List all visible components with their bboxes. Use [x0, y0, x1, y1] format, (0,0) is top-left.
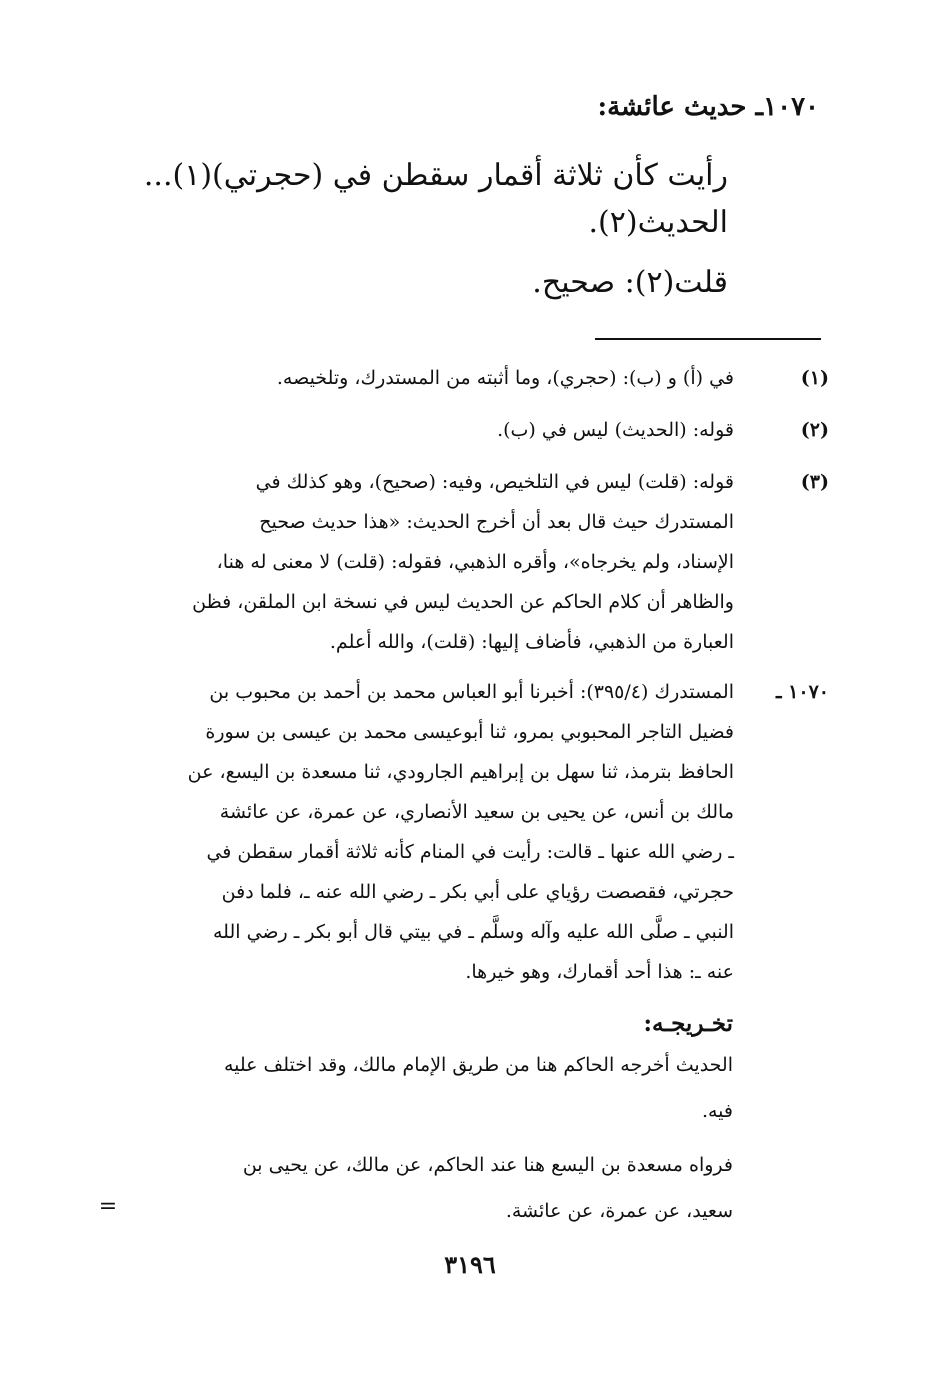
footnote-line: المستدرك حيث قال بعد أن أخرج الحديث: «هذا حديث صحيح	[259, 511, 734, 533]
hadith-text	[128, 152, 728, 246]
source-note-line: النبي ـ صلَّى الله عليه وآله وسلَّم ـ في بيتي قال أبو بكر ـ رضي الله	[213, 921, 734, 943]
footnote-number: (٣)	[800, 471, 829, 493]
footnote-line: قوله: (قلت) ليس في التلخيص، وفيه: (صحيح)، وهو كذلك في	[255, 471, 734, 493]
takhrij-paragraph-1	[113, 1042, 733, 1134]
footnote-line: والظاهر أن كلام الحاكم عن الحديث ليس في نسخة ابن الملقن، فظن	[192, 591, 734, 613]
source-note-body	[114, 672, 734, 992]
source-note-line: مالك بن أنس، عن يحيى بن سعيد الأنصاري، عن عمرة، عن عائشة	[219, 801, 734, 823]
takhrij-line: سعيد، عن عمرة، عن عائشة.	[505, 1200, 733, 1222]
hadith-verdict: قلت(٢): صحيح.	[532, 265, 728, 300]
page-number: ٣١٩٦	[444, 1250, 496, 1279]
footnote-line: العبارة من الذهبي، فأضاف إليها: (قلت)، والله أعلم.	[329, 631, 734, 653]
source-note-line: عنه ـ: هذا أحد أقمارك، وهو خيرها.	[465, 961, 734, 983]
takhrij-line: فيه.	[701, 1100, 733, 1122]
takhrij-paragraph-2	[113, 1142, 733, 1234]
source-note-line: فضيل التاجر المحبوبي بمرو، ثنا أبوعيسى محمد بن عيسى بن سورة	[205, 721, 734, 743]
footnote-line: قوله: (الحديث) ليس في (ب).	[497, 419, 734, 441]
takhrij-line: الحديث أخرجه الحاكم هنا من طريق الإمام مالك، وقد اختلف عليه	[223, 1054, 733, 1076]
source-note-line: ـ رضي الله عنها ـ قالت: رأيت في المنام كأنه ثلاثة أقمار سقطن في	[206, 841, 734, 863]
takhrij-heading: تخـريجـه:	[643, 1010, 733, 1037]
footnote-line: في (أ) و (ب): (حجري)، وما أثبته من المستدرك، وتلخيصه.	[276, 367, 734, 389]
footnote-number: (٢)	[800, 419, 829, 441]
hadith-title: ١٠٧٠ـ حديث عائشة:	[597, 92, 819, 122]
footnote-body	[114, 410, 734, 450]
takhrij-line: فرواه مسعدة بن اليسع هنا عند الحاكم، عن مالك، عن يحيى بن	[242, 1154, 733, 1176]
footnote-line: الإسناد، ولم يخرجاه»، وأقره الذهبي، فقوله: (قلت) لا معنى له هنا،	[216, 551, 734, 573]
footnote-separator	[595, 338, 821, 340]
source-note-number: ١٠٧٠ ـ	[775, 681, 829, 703]
footnote-body	[114, 358, 734, 398]
hadith-text-line: رأيت كأن ثلاثة أقمار سقطن في (حجرتي)(١)...	[143, 158, 728, 193]
footnote-body	[114, 462, 734, 662]
source-note-line: المستدرك (٣٩٥/٤): أخبرنا أبو العباس محمد بن أحمد بن محبوب بن	[209, 681, 734, 703]
hadith-text-line: الحديث(٢).	[588, 205, 728, 240]
source-note-line: الحافظ بترمذ، ثنا سهل بن إبراهيم الجارودي، ثنا مسعدة بن اليسع، عن	[187, 761, 734, 783]
continuation-mark: =	[98, 1194, 118, 1219]
footnote-number: (١)	[800, 367, 829, 389]
source-note-line: حجرتي، فقصصت رؤياي على أبي بكر ـ رضي الله عنه ـ، فلما دفن	[221, 881, 734, 903]
